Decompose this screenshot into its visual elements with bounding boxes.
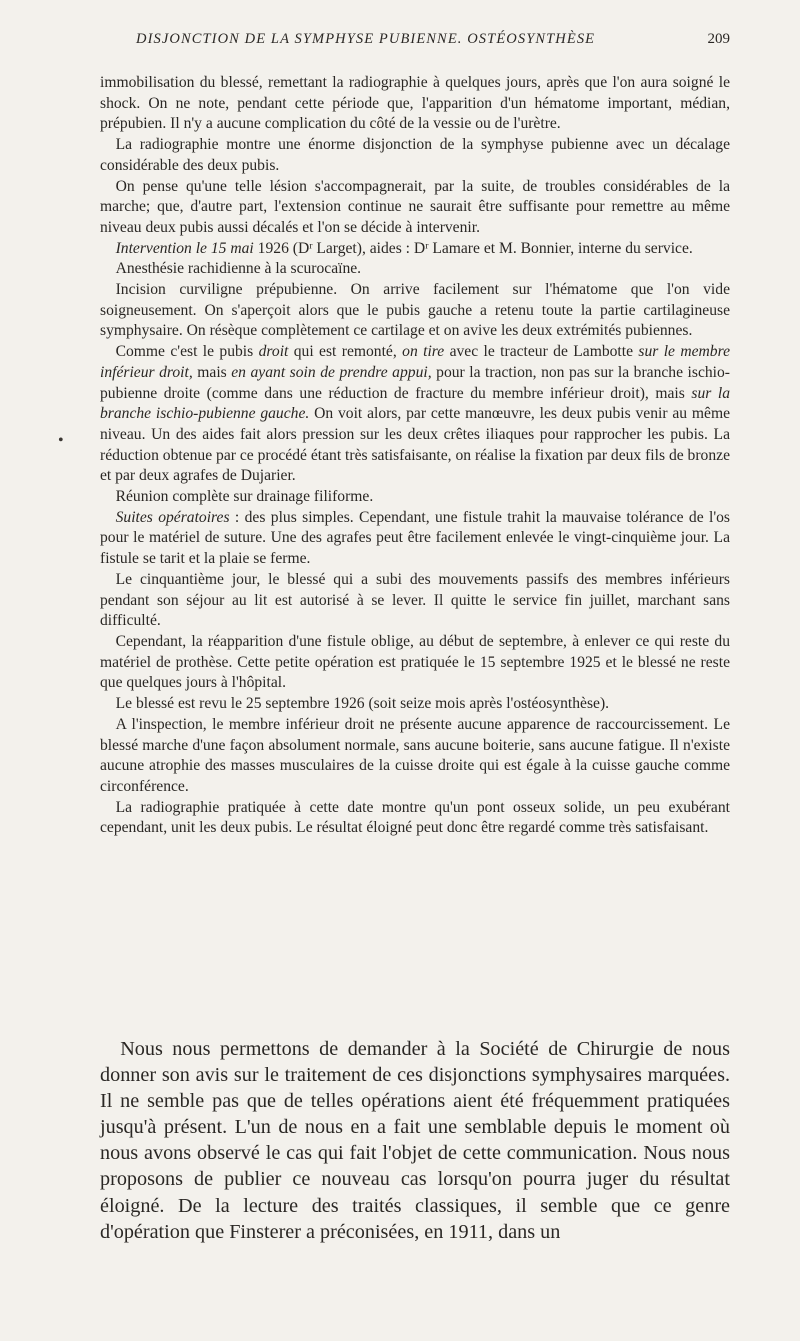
reduction-emph-appui: en ayant soin de prendre appui,	[231, 363, 432, 381]
closing-paragraph: Nous nous permettons de demander à la Société de Chirurgie de nous donner son avis sur le traitement de ces disjonctions symphysaires marquées. Il ne semble pas que de telles opérations aient été fréquemment pratiquées jusqu'à présent. L'un de nous en a fait une semblable depuis le moment où nous avons observé le cas qui fait l'objet de cette communication. Nous nous proposons de publier ce nouveau cas lorsqu'on pourra juger du résultat éloigné. De la lecture des traités classiques, il semble que ce genre d'opération que Finsterer a préconisées, en 1911, dans un	[100, 1038, 730, 1243]
paragraph-immobilisation: immobilisation du blessé, remettant la radiographie à quelques jours, après que l'on aura soigné le shock. On ne note, pendant cette période que, l'apparition d'un hématome important, médian, prépubien. Il n'y a aucune complication du côté de la vessie ou de l'urètre.	[100, 74, 730, 133]
paragraph-cinquantieme-jour: Le cinquantième jour, le blessé qui a subi des mouvements passifs des membres inférieurs pendant son séjour au lit est autorisé à se lever. Il quitte le service fin juillet, marchant sans difficulté.	[100, 570, 730, 630]
paragraph-radiographie-initiale	[100, 135, 730, 176]
running-title: DISJONCTION DE LA SYMPHYSE PUBIENNE. OSTÉOSYNTHÈSE	[136, 31, 596, 47]
reduction-text-e: avec le tracteur de Lambotte	[449, 343, 634, 361]
reduction-text-g: mais	[197, 363, 227, 381]
suites-label: Suites opératoires	[115, 508, 230, 526]
paragraph-suites	[100, 508, 730, 570]
page-header	[100, 31, 730, 53]
paragraph-radiographie-finale: La radiographie pratiquée à cette date montre qu'un pont osseux solide, un peu exubérant cependant, unit les deux pubis. Le résultat éloigné peut donc être regardé comme très satisfaisant.	[100, 798, 730, 837]
intervention-label: Intervention le	[115, 239, 207, 257]
paragraph-reunion: Réunion complète sur drainage filiforme.	[115, 488, 374, 506]
paragraph-inspection: A l'inspection, le membre inférieur droit ne présente aucune apparence de raccourcissement. Le blessé marche d'une façon absolument normale, sans aucune boiterie, sans aucune fatigue. Il n'existe aucune atrophie des masses musculaires de la cuisse droite qui est égale à la cuisse gauche comme circonférence.	[100, 715, 730, 795]
intervention-day: 15	[210, 239, 227, 257]
paragraph-fistule: Cependant, la réapparition d'une fistule oblige, au début de septembre, à enlever ce qui reste du matériel de prothèse. Cette petite opération est pratiquée le 15 septembre 1925 et le blessé ne reste que quelques jours à l'hôpital.	[100, 632, 730, 692]
paragraph-radiographie-initiale-text: La radiographie montre une énorme disjonction de la symphyse pubienne avec un décalage considérable des deux pubis.	[100, 136, 730, 174]
reduction-text-c: qui est remonté,	[293, 343, 397, 361]
reduction-emph-on-tire: on tire	[402, 343, 445, 361]
intervention-year: 1926 (D	[257, 239, 310, 257]
case-report-body	[100, 73, 730, 839]
paragraph-decision-text: On pense qu'une telle lésion s'accompagnerait, par la suite, de troubles considérables de la marche; que, d'autre part, l'extension continue ne saurait être suffisante pour remettre au même niveau deux pubis aussi décalés et l'on se décide à intervenir.	[100, 177, 730, 236]
intervention-aides: Larget), aides : D	[316, 239, 426, 257]
reduction-emph-membre: sur le membre inférieur droit,	[100, 343, 731, 381]
doctor-abbrev-sup: r	[309, 240, 313, 252]
paragraph-reduction	[100, 342, 730, 487]
reduction-text-i: pour la traction, non pas sur la branche ischio-pubienne droite (comme dans une réduction de fracture du membre inférieur droit), mais	[100, 363, 730, 402]
intervention-month: mai	[230, 239, 254, 257]
reduction-text-a: Comme c'est le pubis	[115, 343, 254, 361]
margin-bullet: •	[58, 432, 64, 449]
reduction-emph-droit: droit	[258, 343, 289, 361]
doctor-abbrev-sup-2: r	[425, 240, 429, 252]
paragraph-anesthesie: Anesthésie rachidienne à la scurocaïne.	[115, 260, 362, 278]
reduction-emph-branche: sur la branche ischio-pubienne gauche.	[100, 384, 730, 423]
closing-discussion	[100, 1036, 730, 1245]
suites-text: : des plus simples. Cependant, une fistule trahit la mauvaise tolérance de l'os pour le matériel de suture. Une des agrafes peut être facilement enlevée le vingt-cinquième jour. La fistule se tarit et la plaie se ferme.	[100, 508, 731, 568]
page-number: 209	[707, 31, 730, 47]
paragraph-incision: Incision curviligne prépubienne. On arrive facilement sur l'hématome que l'on vide soigneusement. On s'aperçoit alors que le pubis gauche a retenu toute la partie cartilagineuse symphysaire. On résèque complètement ce cartilage et on avive les deux extrémités pubiennes.	[100, 281, 730, 340]
intervention-interne: Lamare et M. Bonnier, interne du service.	[432, 239, 693, 257]
paragraph-revu: Le blessé est revu le 25 septembre 1926 (soit seize mois après l'ostéosynthèse).	[115, 695, 610, 713]
paragraph-intervention	[100, 239, 730, 260]
paragraph-decision	[100, 177, 730, 239]
reduction-text-k: On voit alors, par cette manœuvre, les deux pubis venir au même niveau. Un des aides fait alors pression sur les deux crêtes iliaques pour rapprocher les pubis. La réduction obtenue par ce procédé étant très satisfaisante, on réalise la fixation par deux fils de bronze et par deux agrafes de Dujarier.	[100, 405, 730, 485]
